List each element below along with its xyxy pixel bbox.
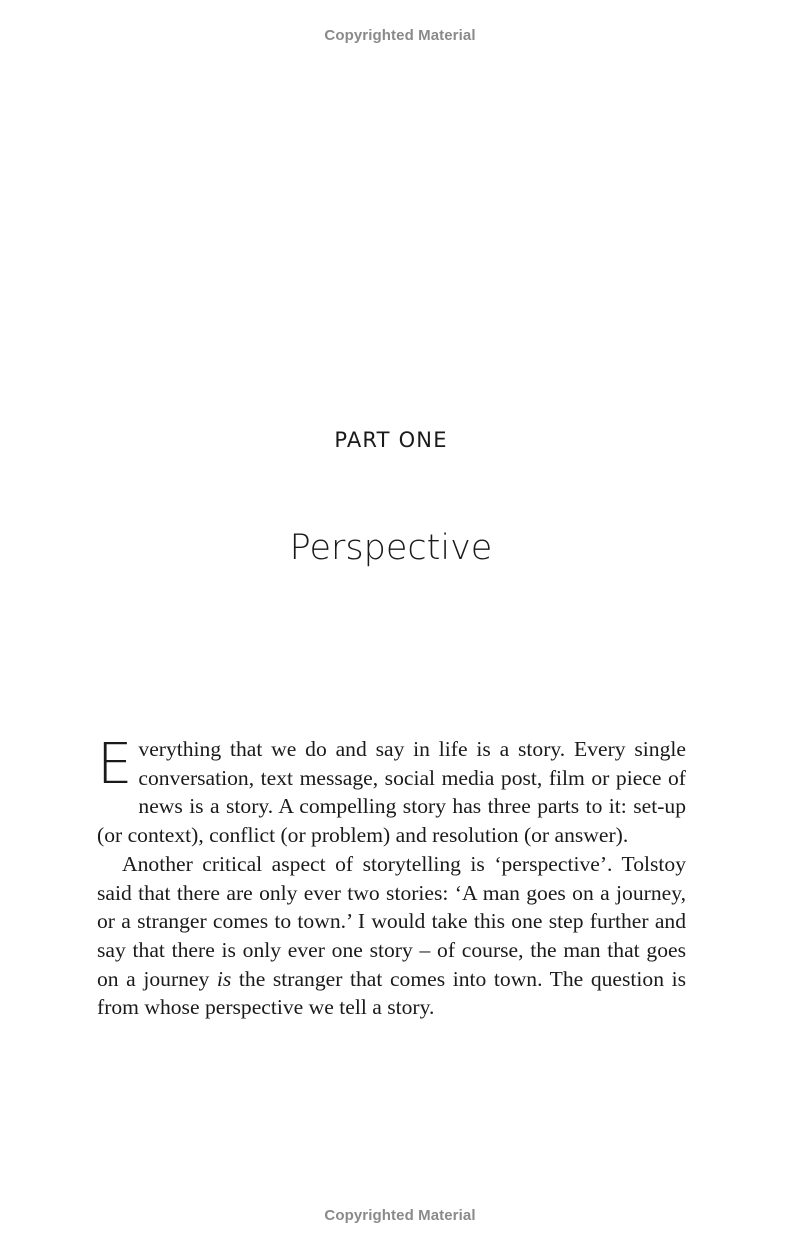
part-label: PART ONE: [334, 428, 448, 452]
paragraph-1-text: verything that we do and say in life is a story. Every single conversation, text message, social media post, film or piece of news is a story. A compelling story has three parts to it: set-up (or context), conflict (or problem) and resolution (or answer).: [97, 737, 686, 848]
paragraph-2: [97, 850, 686, 1022]
paragraph-1: [97, 732, 686, 850]
copyright-watermark-bottom: Copyrighted Material: [324, 1207, 476, 1224]
paragraph-2-text-start: Another critical aspect of storytelling is ‘perspective’. Tolstoy said that there are only ever two stories: ‘A man goes on a journey, or a stranger comes to town.’ I would take this one step further and say that there is only ever one story – of course, the man that goes on a journey: [97, 851, 686, 991]
paragraph-2-italic: is: [216, 966, 232, 991]
paragraph-2-text-end: the stranger that comes into town. The question is from whose perspective we tell a story.: [97, 966, 686, 1020]
body-text: [97, 732, 686, 1022]
part-title: Perspective: [289, 528, 493, 568]
copyright-watermark-top: Copyrighted Material: [324, 27, 476, 44]
drop-cap: E: [97, 732, 133, 797]
